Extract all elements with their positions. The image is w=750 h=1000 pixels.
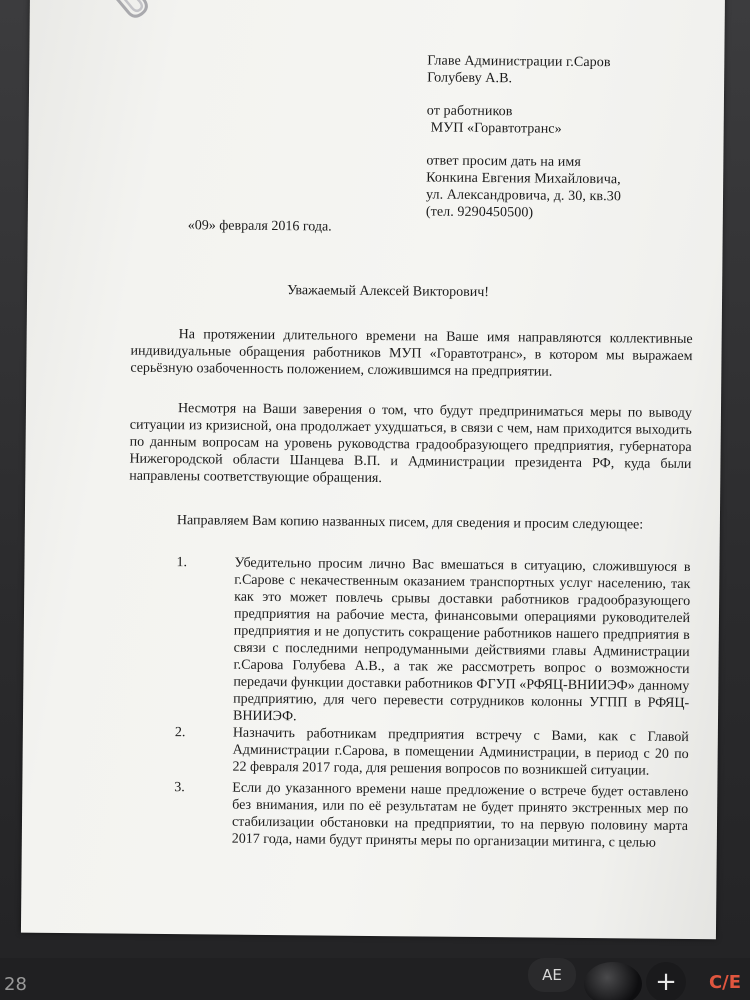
request-text: Если до указанного времени наше предложение о встрече будет оставлено без внимания, или по её результатам не будет принято экстренных мер по стабилизации обстановки на предприятии, то на первую половину марта 2017 года, нами будут приняты меры по организации митинга, с целью: [231, 780, 689, 851]
paragraph-1-text: На протяжении длительного времени на Ваше имя направляются коллективные индивидуальные обращения работников МУП «Горавтотранс», в котором мы выражаем серьёзную озабоченность положением, сложившимся на предприятии.: [130, 327, 693, 380]
sender-label: от работников: [426, 103, 513, 120]
ce-key: C/E: [708, 971, 742, 993]
request-number: 3.: [174, 780, 185, 796]
paragraph-3: [129, 512, 691, 534]
request-item-3: [126, 779, 689, 852]
paragraph-3-text: Направляем Вам копию названных писем, для сведения и просим следующее:: [176, 513, 644, 533]
request-number: 1.: [176, 555, 188, 571]
reply-instruction: ответ просим дать на имя: [426, 153, 582, 170]
request-item-2: [126, 724, 688, 780]
request-text: Назначить работникам предприятия встречу с Вами, как с Главой Администрации г.Сарова, в помещении Администрации, в период с 20 по 22 февраля 2017 года, для решения вопросов по возникшей ситуации.: [232, 725, 689, 779]
paragraph-2: [129, 400, 692, 490]
request-number: 2.: [174, 725, 186, 741]
ae-key: AE: [528, 958, 576, 992]
letter-date: «09» февраля 2016 года.: [187, 218, 332, 235]
round-dark-key: [584, 962, 642, 1000]
request-item-1: [127, 554, 691, 729]
addressee-name: Голубеву А.В.: [427, 70, 513, 87]
corner-number: 28: [4, 974, 27, 995]
request-text: Убедительно просим лично Вас вмешаться в ситуацию, сложившуюся в г.Сарове с некачественным оказанием транспортных услуг населению, так как это может повлечь срывы доставки работников градообразующего предприятия на рабочие места, финансовыми операциями руководителей предприятия и не допустить сокращение работников нашего предприятия в связи с последними непродуманными действиями главы Администрации г.Сарова Голубева А.В., а так же рассмотреть вопрос о возможности передачи функции доставки работников ФГУП «РФЯЦ-ВНИИЭФ» данному предприятию, для чего перевести сотрудников колонны УГПП в РФЯЦ-ВНИИЭФ.: [232, 555, 691, 725]
reply-recipient-address: ул. Александровича, д. 30, кв.30: [425, 187, 622, 205]
addressee-title: Главе Администрации г.Саров: [427, 53, 611, 71]
salutation: Уважаемый Алексей Викторович!: [287, 283, 490, 301]
paragraph-1: [130, 326, 692, 382]
sender-organization: МУП «Горавтотранс»: [430, 120, 562, 137]
plus-key: +: [646, 962, 686, 1000]
reply-recipient-phone: (тел. 9290450500): [425, 204, 534, 221]
letter-sheet: [21, 0, 725, 939]
paperclip-icon: [98, 0, 154, 22]
paragraph-2-text: Несмотря на Ваши заверения о том, что будут предприниматься меры по выводу ситуации из кризисной, она продолжает ухудшаться, в связи с чем, нам приходится выходить по данным вопросам на уровень руководства градообразующего предприятия, губернатора Нижегородской области Шанцева В.П. и Администрации президента РФ, куда были направлены соответствующие обращения.: [129, 401, 693, 487]
reply-recipient-name: Конкина Евгения Михайловича,: [426, 170, 621, 188]
addressee-block: [426, 52, 623, 222]
